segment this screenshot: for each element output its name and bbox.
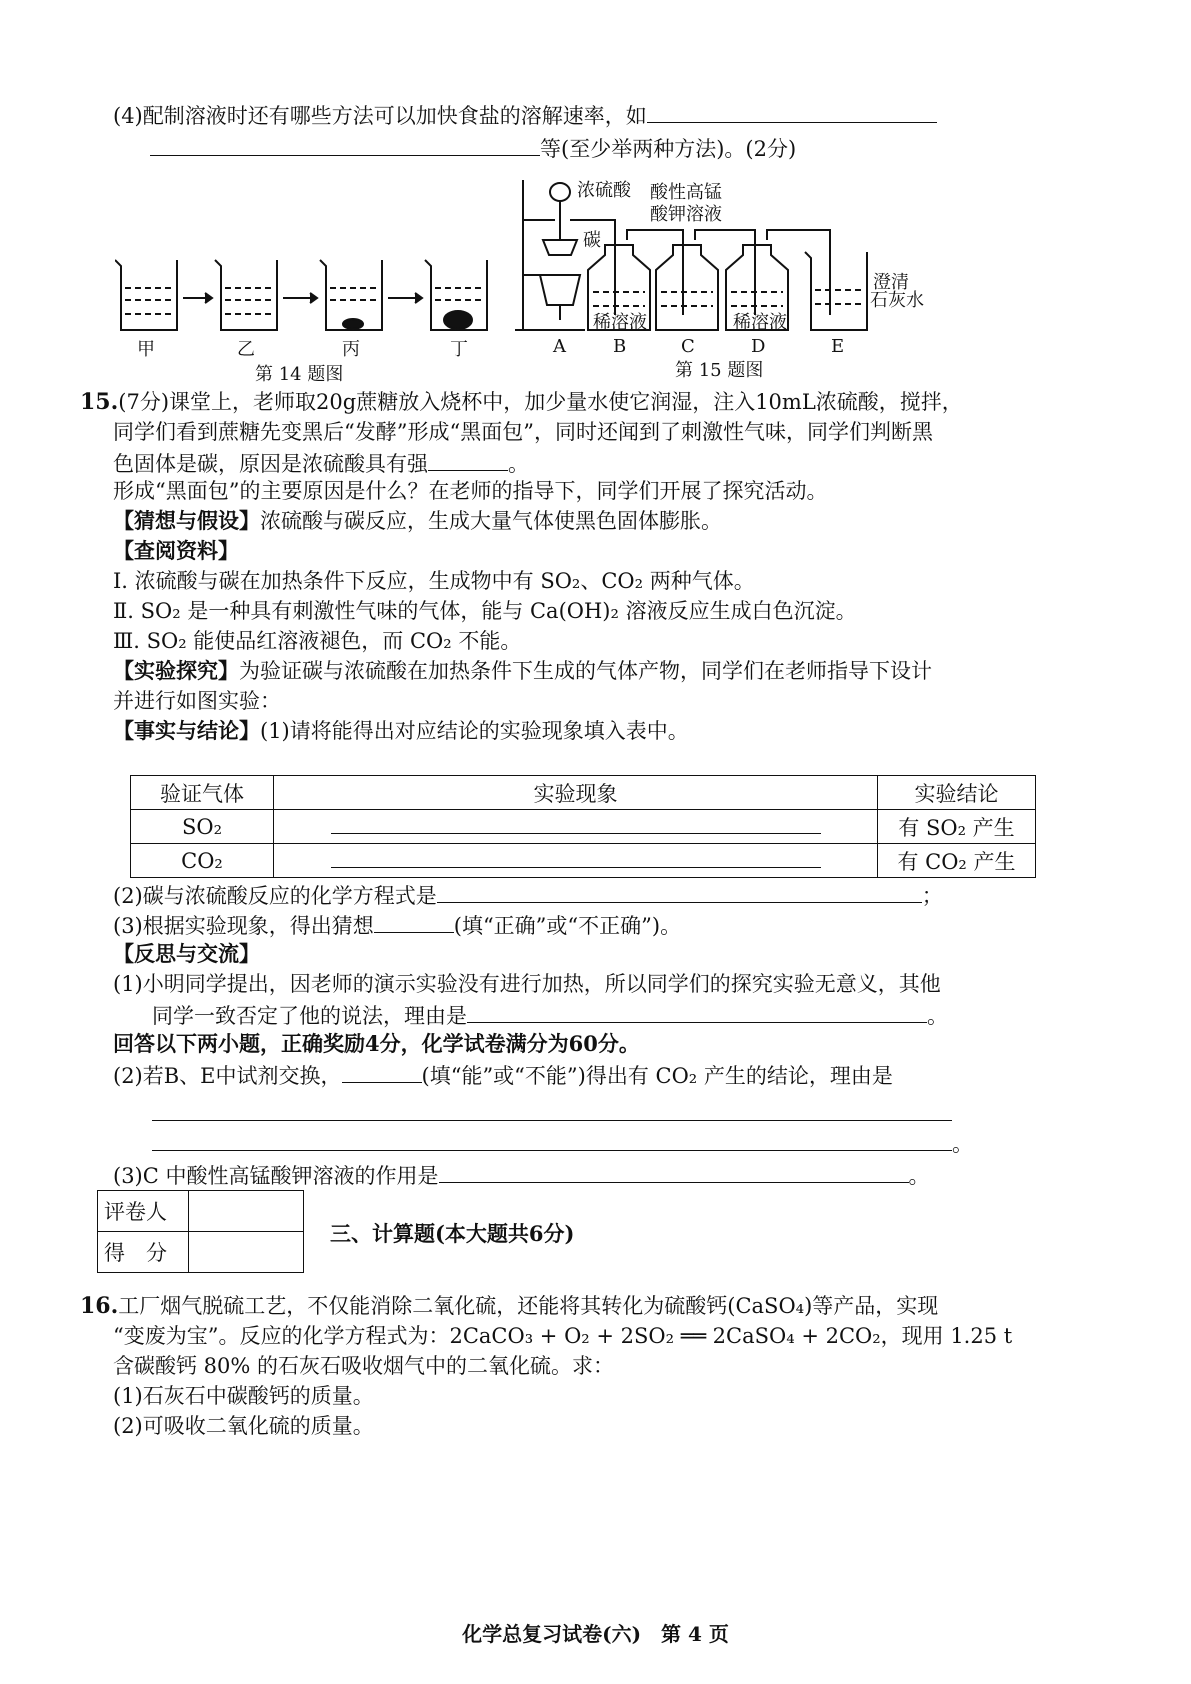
fig15-reagent-top: 浓硫酸	[577, 180, 631, 201]
answer-blank[interactable]	[647, 100, 937, 123]
score-field[interactable]	[189, 1232, 304, 1273]
fig15-e-label-2: 石灰水	[870, 290, 924, 311]
apparatus-a	[515, 180, 585, 330]
fig15-reagent-mid: 碳	[583, 230, 601, 251]
q15-ref-2: Ⅱ. SO₂ 是一种具有刺激性气味的气体，能与 Ca(OH)₂ 溶液反应生成白色沉淀。	[113, 599, 857, 623]
table-cell-phenomenon-input[interactable]	[274, 810, 878, 844]
table-header: 验证气体	[131, 776, 274, 810]
q15-bonus: 回答以下两小题，正确奖励4分，化学试卷满分为60分。	[113, 1031, 640, 1056]
fig14-label-yi: 乙	[237, 339, 255, 360]
table-header: 实验现象	[274, 776, 878, 810]
answer-blank[interactable]	[467, 1000, 927, 1023]
fig15-kmno4-2: 酸钾溶液	[650, 204, 722, 225]
answer-blank[interactable]	[152, 1128, 952, 1151]
q14-part4-line2: 等(至少举两种方法)。(2分)	[150, 133, 796, 163]
section-three-title: 三、计算题(本大题共6分)	[330, 1221, 575, 1246]
beaker-jia	[115, 260, 177, 330]
facts-table	[130, 775, 1036, 878]
answer-blank[interactable]	[439, 1160, 909, 1183]
fig14-label-ding: 丁	[450, 339, 468, 360]
table-cell-gas: SO₂	[131, 810, 274, 844]
q15-f3: (3)根据实验现象，得出猜想 (填“正确”或“不正确”)。	[113, 910, 681, 940]
q15-r3: (3)C 中酸性高锰酸钾溶液的作用是 。	[113, 1160, 930, 1190]
q16-line2: “变废为宝”。反应的化学方程式为：2CaCO₃ + O₂ + 2SO₂ ══ 2CaSO₄ + 2CO₂，现用 1.25 t	[113, 1324, 1013, 1348]
q16-line3: 含碳酸钙 80% 的石灰石吸收烟气中的二氧化硫。求：	[113, 1354, 615, 1378]
bottle-c	[656, 240, 718, 330]
q15-intro-1: 15.(7分)课堂上，老师取20g蔗糖放入烧杯中，加少量水使它润湿，注入10mL浓硫酸，搅拌，	[80, 389, 963, 415]
fig15-label-e: E	[831, 336, 845, 357]
q15-explore: 【实验探究】为验证碳与浓硫酸在加热条件下生成的气体产物，同学们在老师指导下设计	[113, 658, 932, 683]
q15-facts: 【事实与结论】(1)请将能得出对应结论的实验现象填入表中。	[113, 718, 689, 743]
answer-blank[interactable]	[374, 910, 454, 933]
fig14-label-bing: 丙	[342, 339, 360, 360]
q15-explore-2: 并进行如图实验：	[113, 689, 281, 713]
q15-reflect-head: 【反思与交流】	[113, 941, 260, 966]
fig15-kmno4-1: 酸性高锰	[650, 182, 722, 203]
q15-ref-head: 【查阅资料】	[113, 538, 239, 563]
table-header: 实验结论	[878, 776, 1036, 810]
fig15-e-label-1: 澄清	[873, 272, 909, 293]
q15-r1a: (1)小明同学提出，因老师的演示实验没有进行加热，所以同学们的探究实验无意义，其他	[113, 972, 941, 996]
fig15-label-a: A	[553, 336, 566, 357]
q15-intro-2: 同学们看到蔗糖先变黑后“发酵”形成“黑面包”，同时还闻到了刺激性气味，同学们判断黑	[113, 420, 933, 444]
q15-r2-blank2: 。	[152, 1128, 973, 1158]
fig14-label-jia: 甲	[137, 339, 155, 360]
table-row	[131, 810, 1036, 844]
fig15-label-d: D	[751, 336, 766, 357]
bottle-e	[805, 252, 867, 330]
fig15-label-c: C	[681, 336, 695, 357]
beaker-bing	[320, 260, 382, 330]
table-row	[131, 844, 1036, 878]
q14-part4-line1: (4)配制溶液时还有哪些方法可以加快食盐的溶解速率，如	[113, 100, 937, 130]
fig15-caption: 第 15 题图	[675, 360, 764, 381]
beaker-ding	[425, 260, 487, 330]
fig14-caption: 第 14 题图	[255, 364, 344, 385]
q15-f2: (2)碳与浓硫酸反应的化学方程式是 ；	[113, 880, 943, 910]
answer-blank[interactable]	[437, 880, 922, 903]
fig15-d-label: 稀溶液	[733, 312, 787, 333]
score-box	[97, 1190, 304, 1273]
q15-intro-3: 色固体是碳，原因是浓硫酸具有强 。	[113, 448, 529, 478]
fig15-label-b: B	[613, 336, 627, 357]
q15-r2-blank1	[152, 1098, 952, 1128]
table-header-row	[131, 776, 1036, 810]
grader-label: 评卷人	[98, 1191, 189, 1232]
answer-blank[interactable]	[342, 1060, 422, 1083]
beaker-yi	[215, 260, 277, 330]
table-cell-gas: CO₂	[131, 844, 274, 878]
table-cell-conclusion: 有 CO₂ 产生	[878, 844, 1036, 878]
table-cell-phenomenon-input[interactable]	[274, 844, 878, 878]
answer-blank[interactable]	[150, 133, 540, 156]
page-footer: 化学总复习试卷(六) 第 4 页	[462, 1622, 729, 1646]
q15-r1b: 同学一致否定了他的说法，理由是 。	[152, 1000, 948, 1030]
q15-r2: (2)若B、E中试剂交换， (填“能”或“不能”)得出有 CO₂ 产生的结论，理由是	[113, 1060, 893, 1090]
experiment-figures	[115, 180, 975, 390]
score-label: 得 分	[98, 1232, 189, 1273]
q15-ref-1: Ⅰ. 浓硫酸与碳在加热条件下反应，生成物中有 SO₂、CO₂ 两种气体。	[113, 569, 755, 593]
q16-sub2: (2)可吸收二氧化硫的质量。	[113, 1414, 374, 1438]
q16-sub1: (1)石灰石中碳酸钙的质量。	[113, 1384, 374, 1408]
answer-blank[interactable]	[152, 1098, 952, 1121]
table-cell-conclusion: 有 SO₂ 产生	[878, 810, 1036, 844]
q16-line1: 16.工厂烟气脱硫工艺，不仅能消除二氧化硫，还能将其转化为硫酸钙(CaSO₄)等产品，实现	[80, 1293, 939, 1319]
fig15-b-label: 稀溶液	[593, 312, 647, 333]
q15-hypothesis: 【猜想与假设】浓硫酸与碳反应，生成大量气体使黑色固体膨胀。	[113, 508, 722, 533]
answer-blank[interactable]	[428, 448, 508, 471]
q15-ref-3: Ⅲ. SO₂ 能使品红溶液褪色，而 CO₂ 不能。	[113, 629, 522, 653]
grader-field[interactable]	[189, 1191, 304, 1232]
q15-intro-4: 形成“黑面包”的主要原因是什么？在老师的指导下，同学们开展了探究活动。	[113, 479, 828, 503]
